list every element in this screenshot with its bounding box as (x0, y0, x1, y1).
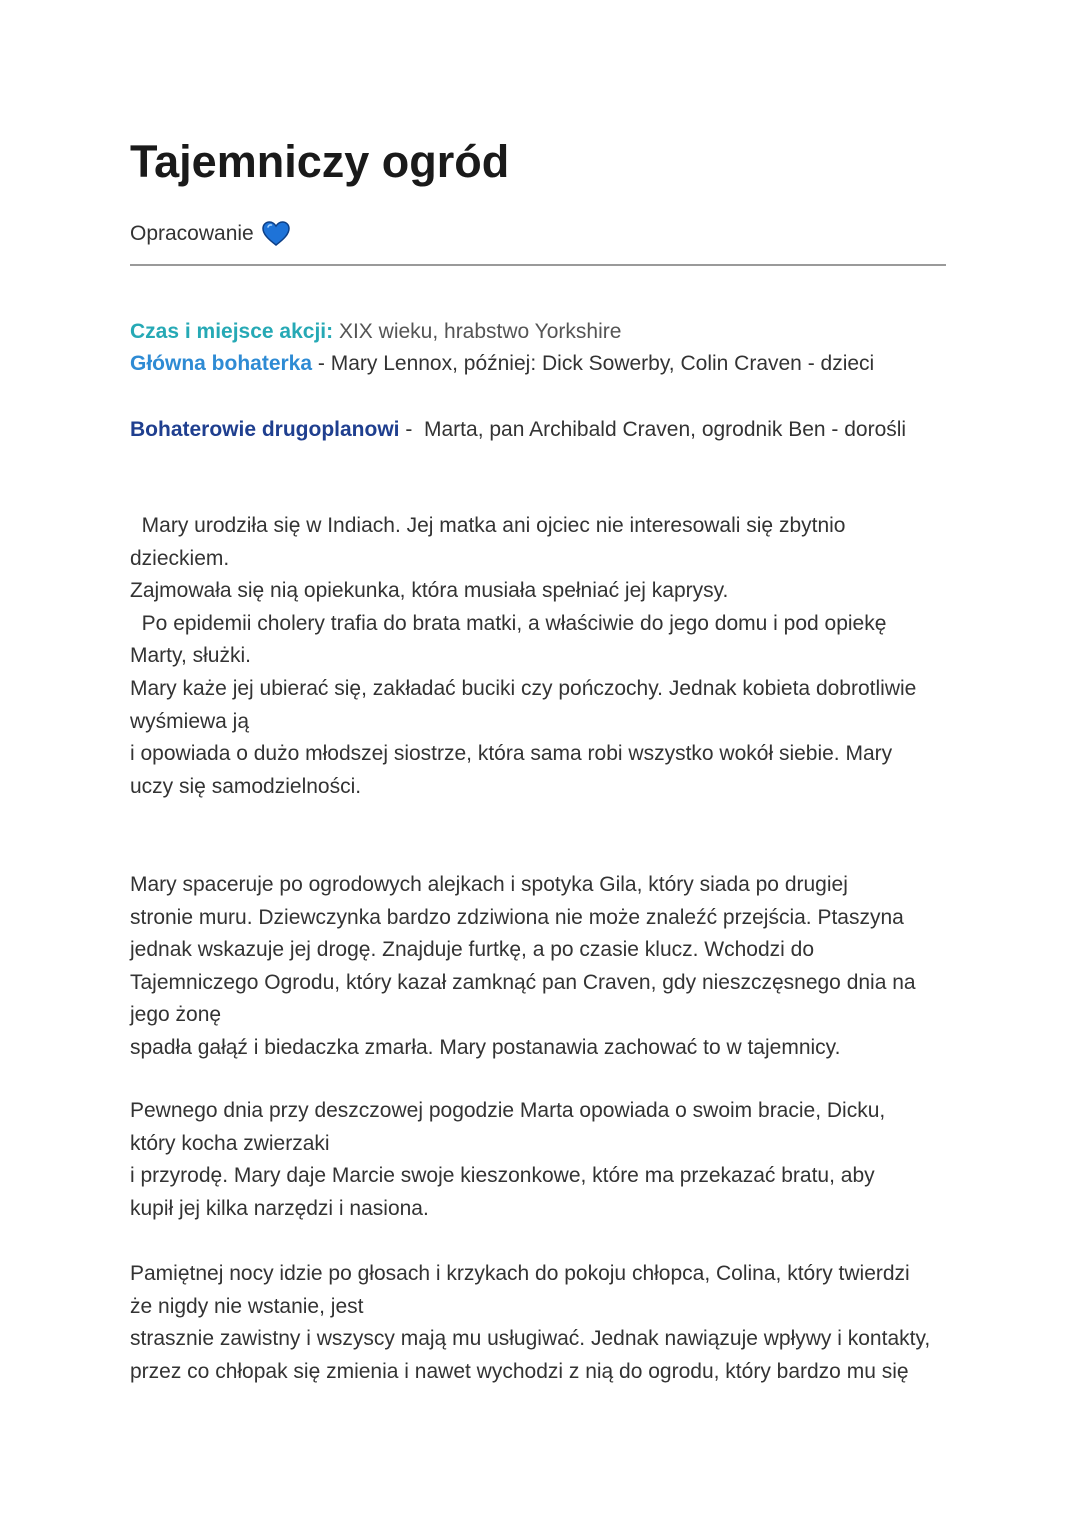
main-hero-line (130, 348, 874, 380)
paragraph-line: spadła gałąź i biedaczka zmarła. Mary postanawia zachować to w tajemnicy. (130, 1035, 841, 1059)
paragraph-line: Zajmowała się nią opiekunka, która musiała spełniać jej kaprysy. (130, 579, 729, 603)
document-title: Tajemniczy ogród (130, 136, 510, 187)
paragraph-line: i opowiada o dużo młodszej siostrze, która sama robi wszystko wokół siebie. Mary (130, 742, 893, 766)
paragraph-line: który kocha zwierzaki (130, 1131, 330, 1155)
paragraph-line: przez co chłopak się zmienia i nawet wychodzi z nią do ogrodu, który bardzo mu się (130, 1359, 909, 1383)
paragraph-line: Mary urodziła się w Indiach. Jej matka ani ojciec nie interesowali się zbytnio (130, 514, 846, 537)
title-divider (130, 264, 946, 266)
document-subtitle: Opracowanie (130, 222, 254, 245)
paragraph (130, 1258, 950, 1388)
secondary-heroes-label: Bohaterowie drugoplanowi (130, 418, 400, 441)
paragraph-line: Marty, służki. (130, 644, 251, 668)
paragraph-line: wyśmiewa ją (130, 709, 250, 733)
paragraph-line: Pamiętnej nocy idzie po głosach i krzykach do pokoju chłopca, Colina, który twierdzi (130, 1262, 910, 1285)
paragraph (130, 1095, 950, 1225)
paragraph-line: jego żonę (130, 1003, 222, 1027)
paragraph-line: że nigdy nie wstanie, jest (130, 1294, 364, 1318)
paragraph-line: strasznie zawistny i wszyscy mają mu usługiwać. Jednak nawiązuje wpływy i kontakty, (130, 1327, 931, 1351)
paragraph-line: i przyrodę. Mary daje Marcie swoje kieszonkowe, które ma przekazać bratu, aby (130, 1164, 875, 1188)
paragraph-line: Mary każe jej ubierać się, zakładać buciki czy pończochy. Jednak kobieta dobrotliwie (130, 676, 917, 700)
time-place-value: XIX wieku, hrabstwo Yorkshire (338, 320, 622, 343)
paragraph-line: stronie muru. Dziewczynka bardzo zdziwiona nie może znaleźć przejścia. Ptaszyna (130, 905, 904, 929)
paragraph-line: kupił jej kilka narzędzi i nasiona. (130, 1196, 429, 1220)
paragraph-line: dzieckiem. (130, 546, 230, 570)
secondary-heroes-value: - Marta, pan Archibald Craven, ogrodnik Ben - dorośli (399, 418, 907, 441)
paragraph (130, 869, 950, 1065)
paragraph-line: Po epidemii cholery trafia do brata matki, a właściwie do jego domu i pod opiekę (130, 611, 887, 635)
time-place-line (130, 316, 621, 348)
secondary-heroes-line (130, 414, 906, 446)
paragraph-line: jednak wskazuje jej drogę. Znajduje furtkę, a po czasie klucz. Wchodzi do (130, 938, 815, 962)
paragraph (130, 510, 950, 803)
paragraph-line: uczy się samodzielności. (130, 774, 362, 798)
paragraph-line: Pewnego dnia przy deszczowej pogodzie Marta opowiada o swoim bracie, Dicku, (130, 1099, 886, 1122)
time-place-label: Czas i miejsce akcji: (130, 320, 334, 343)
paragraph-line: Mary spaceruje po ogrodowych alejkach i spotyka Gila, który siada po drugiej (130, 873, 848, 896)
main-hero-value: - Mary Lennox, później: Dick Sowerby, Colin Craven - dzieci (312, 352, 875, 375)
paragraph-line: Tajemniczego Ogrodu, który kazał zamknąć pan Craven, gdy nieszczęsnego dnia na (130, 970, 916, 994)
blue-heart-icon (262, 221, 290, 247)
document-subtitle-row (130, 218, 290, 250)
main-hero-label: Główna bohaterka (130, 352, 313, 375)
